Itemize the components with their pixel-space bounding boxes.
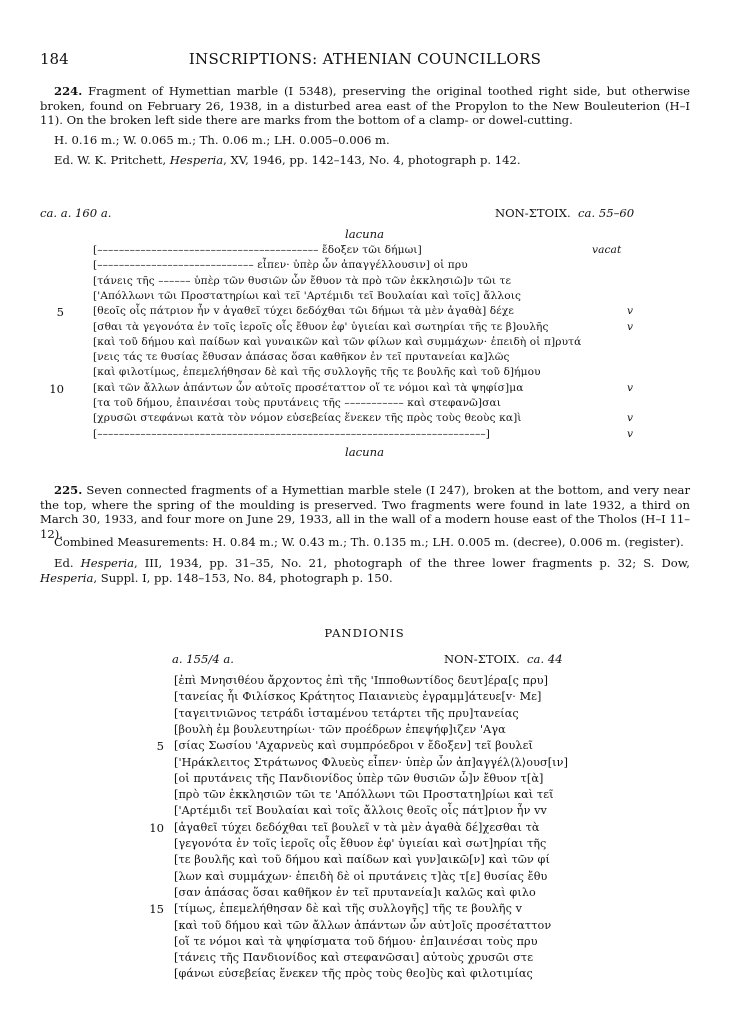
page-number: 184 — [40, 50, 69, 68]
line-number: 5 — [56, 305, 64, 320]
inscription-line: [ἀγαθεῖ τύχει δεδόχθαι τεῖ βουλεῖ v τὰ μὲν ἀγαθὰ δέ]χεσθαι τὰ — [174, 820, 540, 834]
vacat-mark: v — [627, 412, 634, 425]
inscription-line: [τάνεις τῆς –––––– ὑπὲρ τῶν θυσιῶν ὧν ἔθυον τὰ πρὸ τῶν ἐκκλησιῶ]ν τῶι τε — [93, 274, 512, 287]
inscription-line: [καὶ τῶν ἄλλων ἁπάντων ὧν αὐτοῖς προσέταττον οἵ τε νόμοι καὶ τὰ ψηφίσ]μα — [93, 381, 524, 394]
inscription-line: [––––––––––––––––––––––––––––––––––––––––– ἔδοξεν τῶι δήμωι] — [93, 244, 422, 256]
inscription-line: [γεγονότα ἐν τοῖς ἱεροῖς οἷς ἔθυον ἐφ' ὑγιείαι καὶ σωτ]ηρίαι τῆς — [174, 837, 547, 850]
vacat-mark: v — [627, 427, 634, 440]
inscription-line: [πρὸ τῶν ἐκκλησιῶν τῶι τε 'Απόλλωνι τῶι Προστατη]ρίωι καὶ τεῖ — [174, 788, 554, 802]
vacat-mark: vacat — [592, 244, 622, 256]
entry-225-edition: Ed. Hesperia, III, 1934, pp. 31–35, No. 21, photograph of the three lower fragments p. 32; S. Dow, Hesperia, Suppl. I, pp. 148–153, No. 84, photograph p. 150. — [40, 556, 690, 585]
line-number: 15 — [149, 902, 164, 917]
entry-225-description — [40, 483, 690, 541]
entry-224-text: Fragment of Hymettian marble (I 5348), preserving the original toothed right side, but otherwise broken, found on February 26, 1938, in a disturbed area east of the Propylon to the New Bouleuterion (H–I 11). On the broken left side there are marks from the bottom of a clamp- or dowel-cutting. — [40, 84, 691, 127]
entry-224-edition: Ed. W. K. Pritchett, Hesperia, XV, 1946, pp. 142–143, No. 4, photograph p. 142. — [54, 153, 521, 167]
inscription-line: [οἵ τε νόμοι καὶ τὰ ψηφίσματα τοῦ δήμου· ἐπ]αινέσαι τοὺς πρυ — [174, 934, 538, 948]
entry-224-number: 224. — [54, 84, 83, 98]
lacuna-top: lacuna — [345, 227, 384, 241]
entry-224-style: NON-ΣΤΟΙΧ. ca. 55–60 — [495, 206, 635, 220]
entry-225-measurements: Combined Measurements: H. 0.84 m.; W. 0.43 m.; Th. 0.135 m.; LH. 0.005 m. (decree), 0.006 m. (register). — [54, 535, 684, 549]
inscription-line: [ταγειτνιῶνος τετράδι ἱσταμένου τετάρτει τῆς πρυ]τανείας — [174, 706, 519, 720]
pandionis-style: NON-ΣΤΟΙΧ. ca. 44 — [444, 652, 563, 666]
inscription-line: [σαν ἁπάσας ὅσαι καθῆκον ἐν τεῖ πρυτανεία]ι καλῶς καὶ φιλο — [174, 885, 536, 899]
inscription-line: [σθαι τὰ γεγονότα ἐν τοῖς ἱεροῖς οἷς ἔθυον ἐφ' ὑγιείαι καὶ σωτηρίαι τῆς τε β]ουλῆς — [93, 320, 549, 333]
inscription-line: [τανείας ἧι Φιλίσκος Κράτητος Παιανιεὺς ἐγραμμ]άτευε[v· Με] — [174, 690, 542, 704]
inscription-line: ['Απόλλωνι τῶι Προστατηρίωι καὶ τεῖ 'Αρτέμιδι τεῖ Βουλαίαι καὶ τοῖς] ἄλλοις — [93, 289, 522, 302]
running-title: INSCRIPTIONS: ATHENIAN COUNCILLORS — [188, 50, 542, 68]
entry-224-date: ca. a. 160 a. — [40, 206, 112, 220]
inscription-line: [λων καὶ συμμάχων· ἐπειδὴ δὲ οἱ πρυτάνεις τ]ὰς τ[ε] θυσίας ἔθυ — [174, 869, 548, 883]
inscription-line: [τάνεις τῆς Πανδιονίδος καὶ στεφανῶσαι] αὐτοὺς χρυσῶι στε — [174, 951, 534, 965]
inscription-line: [καὶ τοῦ δήμου καὶ τῶν ἄλλων ἁπάντων ὧν αὐτ]οῖς προσέταττον — [174, 918, 552, 932]
inscription-line: [νεις τάς τε θυσίας ἔθυσαν ἁπάσας ὅσαι καθῆκον ἐν τεῖ πρυτανείαι κα]λῶς — [93, 351, 510, 364]
inscription-line: [τίμως, ἐπεμελήθησαν δὲ καὶ τῆς συλλογῆς] τῆς τε βουλῆς v — [174, 902, 523, 916]
inscription-line: [χρυσῶι στεφάνωι κατὰ τὸν νόμον εὐσεβείας ἕνεκεν τῆς πρὸς τοὺς θεοὺς κα]ὶ — [93, 412, 522, 425]
inscription-line: [σίας Σωσίου 'Αχαρνεὺς καὶ συμπρόεδροι v ἔδοξεν] τεῖ βουλεῖ — [174, 739, 533, 753]
inscription-line: [καὶ τοῦ δήμου καὶ παίδων καὶ γυναικῶν καὶ τῶν φίλων καὶ συμμάχων· ἐπειδὴ οἱ π]ρυτά — [93, 335, 582, 348]
inscription-line: [ἐπὶ Μνησιθέου ἄρχοντος ἐπὶ τῆς 'Ιπποθωντίδος δευτ]έρα[ς πρυ] — [174, 674, 549, 687]
lacuna-bottom: lacuna — [345, 445, 384, 459]
page-header — [40, 50, 690, 72]
pandionis-date: a. 155/4 a. — [172, 652, 234, 666]
vacat-mark: v — [627, 305, 634, 318]
inscription-line: [τε βουλῆς καὶ τοῦ δήμου καὶ παίδων καὶ γυν]αικῶ[ν] καὶ τῶν φί — [174, 853, 550, 867]
inscription-line: [καὶ φιλοτίμως, ἐπεμελήθησαν δὲ καὶ τῆς συλλογῆς τῆς τε βουλῆς καὶ τοῦ δ]ήμου — [93, 366, 541, 379]
vacat-mark: v — [627, 381, 634, 394]
inscription-line: [οἱ πρυτάνεις τῆς Πανδιονίδος ὑπὲρ τῶν θυσιῶν ὧ]ν ἔθυον τ[ὰ] — [174, 771, 544, 785]
inscription-line: [τα τοῦ δήμου, ἐπαινέσαι τοὺς πρυτάνεις τῆς ––––––––––– καὶ στεφανῶ]σαι — [93, 397, 501, 409]
pandionis-heading: PANDIONIS — [324, 626, 405, 640]
inscription-line: ['Ηράκλειτος Στράτωνος Φλυεὺς εἶπεν· ὑπὲρ ὧν ἀπ]αγγέλ⟨λ⟩ουσ[ιν] — [174, 755, 569, 769]
inscription-line: [––––––––––––––––––––––––––––– εἶπεν· ὑπὲρ ὧν ἀπαγγέλλουσιν] οἱ πρυ — [93, 259, 468, 272]
inscription-line: [φάνωι εὐσεβείας ἕνεκεν τῆς πρὸς τοὺς θεο]ὺς καὶ φιλοτιμίας — [174, 967, 533, 981]
line-number: 10 — [149, 820, 164, 835]
inscription-line: ['Αρτέμιδι τεῖ Βουλαίαι καὶ τοῖς ἄλλοις θεοῖς οἷς πάτ]ριον ἦν vv — [174, 804, 547, 818]
vacat-mark: v — [627, 320, 634, 333]
inscription-line: [θεοῖς οἷς πάτριον ἦν v ἀγαθεῖ τύχει δεδόχθαι τῶι δήμωι τὰ μὲν ἀγαθὰ] δέχε — [93, 305, 514, 318]
line-number: 10 — [49, 381, 64, 396]
inscription-line: [βουλὴ ἐμ βουλευτηρίωι· τῶν προέδρων ἐπεψήφ]ιζεν 'Αγα — [174, 722, 506, 736]
entry-224-measurements: H. 0.16 m.; W. 0.065 m.; Th. 0.06 m.; LH. 0.005–0.006 m. — [54, 133, 390, 147]
line-number: 5 — [156, 739, 164, 754]
entry-225-number: 225. — [54, 483, 83, 497]
entry-225-text: Seven connected fragments of a Hymettian marble stele (I 247), broken at the bottom, and very near the top, where the spring of the moulding is preserved. Two fragments were found in late 1932, a third on March 30, 1933, and four more on June 29, 1933, all in the wall of a modern house east of the Tholos (H–I 11–12). — [40, 483, 690, 541]
entry-224-description — [40, 84, 690, 128]
inscription-line: [––––––––––––––––––––––––––––––––––––––––––––––––––––––––––––––––––––––––] — [93, 427, 491, 440]
